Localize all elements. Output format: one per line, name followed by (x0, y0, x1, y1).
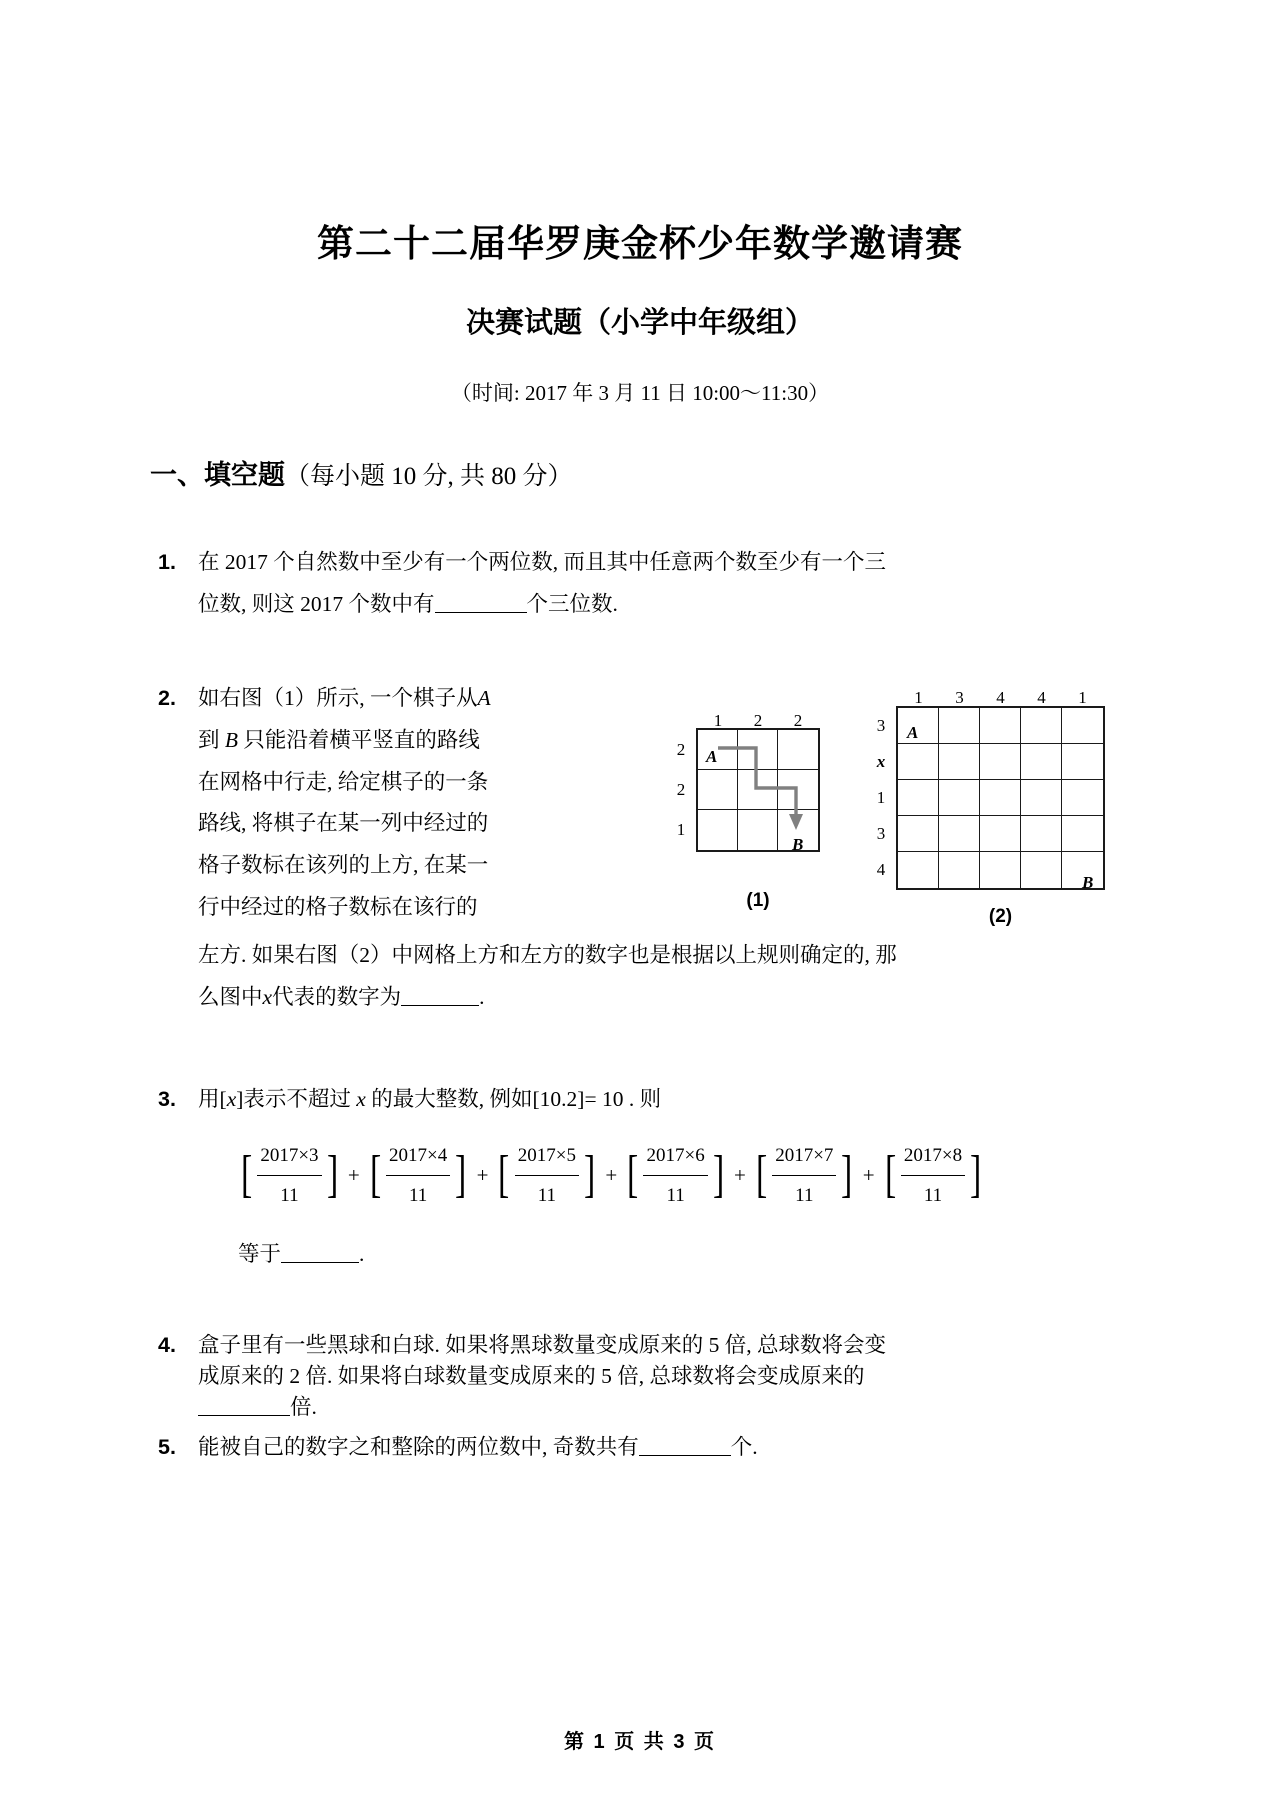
figure-1-row-headers (670, 730, 692, 850)
fig1-label-b: B (792, 834, 804, 854)
question-5-line-1b: 个. (730, 1434, 758, 1459)
answer-blank-q1[interactable] (435, 612, 527, 613)
section-heading (150, 406, 1130, 494)
q2-line-2a: 到 (198, 727, 220, 752)
formula-term-6-numerator: 2017×8 (901, 1137, 965, 1176)
fig1-row-head-0: 2 (676, 740, 686, 760)
fig2-cell-r3c1 (898, 780, 939, 816)
formula-term-3-denominator: 11 (537, 1185, 557, 1207)
q2-line-5: 格子数标在该列的上方, 在某一 (198, 853, 489, 878)
fig2-cell-r2c2 (939, 744, 980, 780)
question-5-number: 5. (158, 1434, 176, 1459)
fig1-col-head-2: 2 (793, 710, 803, 730)
question-4-line-3b: 倍. (290, 1395, 317, 1420)
question-3 (150, 1079, 1130, 1276)
figure-1 (676, 710, 820, 919)
figure-2-grid (896, 706, 1105, 890)
formula-term-3 (495, 1137, 598, 1214)
question-1-line-2b: 个三位数. (526, 591, 618, 616)
fig1-cell-r3c3 (778, 810, 818, 854)
fig1-cell-r1c1 (698, 730, 738, 770)
q2-line-1a: 如右图（1）所示, 一个棋子从 (198, 685, 478, 710)
q3-bracket-close-2: ] (577, 1087, 585, 1112)
page-subtitle: 决赛试题（小学中年级组） (465, 307, 814, 340)
fig2-col-head-4: 1 (1078, 687, 1087, 707)
q3-example-value: 10.2 (539, 1087, 578, 1112)
formula-term-3-bracket-close: ] (584, 1146, 596, 1204)
q3-bracket-open-1: [ (219, 1087, 227, 1112)
question-1-number: 1. (158, 549, 176, 574)
fig1-cell-r3c2 (738, 810, 778, 850)
q2-tail-line-2a: 么图中 (198, 985, 263, 1010)
fig2-cell-r5c4 (1021, 852, 1062, 888)
formula-operator-2: + (476, 1163, 489, 1188)
q3-bracket-close-1: ] (236, 1087, 244, 1112)
formula-term-4-denominator: 11 (666, 1185, 685, 1207)
fig2-cell-r4c3 (980, 816, 1021, 852)
question-1-line-1: 在 2017 个自然数中至少有一个两位数, 而且其中任意两个数至少有一个三 (198, 549, 887, 574)
formula-term-3-numerator: 2017×5 (515, 1137, 579, 1176)
formula-term-5-numerator: 2017×7 (772, 1137, 836, 1176)
formula-term-4-bracket-open: [ (627, 1146, 639, 1204)
fig2-cell-r4c4 (1021, 816, 1062, 852)
formula-term-4-bracket-close: ] (712, 1146, 724, 1204)
q2-tail-line-2c: 代表的数字为 (272, 985, 402, 1010)
formula-operator-5: + (862, 1163, 875, 1188)
figure-2-column-headers (898, 681, 1103, 707)
fig1-row-head-2: 1 (676, 820, 686, 840)
q3-var-x-1: x (226, 1087, 237, 1112)
formula-term-1-numerator: 2017×3 (257, 1137, 321, 1176)
q2-point-a: A (477, 685, 491, 710)
fig2-cell-r4c1 (898, 816, 939, 852)
fig2-cell-r3c3 (980, 780, 1021, 816)
page-title: 第二十二届华罗庚金杯少年数学邀请赛 (317, 223, 963, 264)
q2-line-2c: 只能沿着横平竖直的路线 (243, 727, 480, 752)
formula-term-6 (882, 1137, 985, 1214)
fig2-cell-r3c2 (939, 780, 980, 816)
question-2-text-column (198, 678, 598, 930)
answer-blank-q4[interactable] (198, 1415, 290, 1416)
fig1-cell-r3c1 (698, 810, 738, 850)
formula-term-5-denominator: 11 (795, 1185, 814, 1207)
fig1-cell-r2c3 (778, 770, 818, 810)
q3-tail-a: 等于 (238, 1242, 282, 1267)
formula-term-5 (753, 1137, 856, 1214)
question-3-number: 3. (158, 1087, 176, 1112)
fig2-cell-r3c5 (1062, 780, 1103, 816)
fig2-cell-r1c4 (1021, 708, 1062, 744)
fig1-row-head-1: 2 (676, 780, 686, 800)
page-footer: 第 1 页 共 3 页 (563, 1731, 717, 1753)
fig2-label-a: A (907, 722, 919, 742)
q3-line-1g: = 10 . 则 (584, 1087, 662, 1112)
fig2-row-head-0: 3 (876, 716, 886, 736)
fig2-cell-r2c5 (1062, 744, 1103, 780)
fig2-cell-r2c1 (898, 744, 939, 780)
section-score-note: （每小题 10 分, 共 80 分） (285, 463, 573, 491)
fig2-col-head-1: 3 (955, 687, 964, 707)
question-2-tail (198, 935, 1130, 1019)
figure-1-column-headers (698, 704, 818, 730)
fig1-cell-r2c1 (698, 770, 738, 810)
formula-term-2-denominator: 11 (409, 1185, 428, 1207)
q3-line-1c: 表示不超过 (243, 1087, 351, 1112)
section-label: 一、填空题 (150, 460, 285, 491)
question-5-line-1a: 能被自己的数字之和整除的两位数中, 奇数共有 (198, 1434, 639, 1459)
question-5 (150, 1430, 1130, 1464)
formula-term-2-numerator: 2017×4 (386, 1137, 450, 1176)
question-2 (150, 678, 1130, 1019)
fig2-col-head-3: 4 (1037, 687, 1046, 707)
formula-term-1-denominator: 11 (280, 1185, 299, 1207)
formula-operator-3: + (605, 1163, 618, 1188)
q3-formula (198, 1137, 1130, 1214)
fig2-cell-r1c3 (980, 708, 1021, 744)
fig2-label-b: B (1082, 872, 1094, 892)
formula-term-5-bracket-open: [ (755, 1146, 768, 1204)
question-4-line-1: 盒子里有一些黑球和白球. 如果将黑球数量变成原来的 5 倍, 总球数将会变 (198, 1333, 887, 1358)
fig2-cell-r1c5 (1062, 708, 1103, 744)
formula-term-6-denominator: 11 (923, 1185, 943, 1207)
fig2-cell-r4c2 (939, 816, 980, 852)
fig1-cell-r1c3 (778, 730, 818, 770)
q2-point-b: B (224, 727, 239, 752)
q2-tail-line-2d: . (479, 985, 485, 1010)
exam-time-line: （时间: 2017 年 3 月 11 日 10:00～11:30） (450, 381, 830, 406)
question-2-figures (674, 684, 1144, 927)
fig1-cell-r1c2 (738, 730, 778, 770)
question-1-line-2a: 位数, 则这 2017 个数中有 (198, 591, 435, 616)
fig2-cell-r2c3 (980, 744, 1021, 780)
q3-line-1e: 的最大整数, 例如 (371, 1087, 533, 1112)
formula-term-6-bracket-close: ] (970, 1146, 982, 1204)
fig1-label-a: A (706, 746, 718, 766)
formula-term-1-bracket-close: ] (326, 1146, 338, 1204)
answer-blank-q5[interactable] (639, 1455, 731, 1456)
fig2-cell-r2c4 (1021, 744, 1062, 780)
fig2-row-head-4: 4 (876, 860, 886, 880)
fig1-cell-r2c2 (738, 770, 778, 810)
figure-2-row-headers (870, 708, 892, 888)
question-4-line-2: 成原来的 2 倍. 如果将白球数量变成原来的 5 倍, 总球数将会变成原来的 (198, 1364, 865, 1389)
formula-term-6-bracket-open: [ (884, 1146, 896, 1204)
fig2-col-head-2: 4 (996, 687, 1005, 707)
question-3-tail (198, 1234, 1130, 1276)
figure-1-caption: (1) (746, 889, 770, 911)
figure-2-caption: (2) (988, 905, 1013, 927)
formula-operator-4: + (734, 1163, 746, 1188)
formula-operator-1: + (347, 1163, 360, 1188)
fig2-cell-r1c1 (898, 708, 939, 744)
answer-blank-q2[interactable] (401, 1005, 479, 1006)
fig1-col-head-0: 1 (713, 710, 723, 730)
fig2-cell-r5c1 (898, 852, 939, 888)
fig2-cell-r1c2 (939, 708, 980, 744)
formula-term-4-numerator: 2017×6 (643, 1137, 707, 1176)
formula-term-2-bracket-close: ] (455, 1146, 467, 1204)
formula-term-2 (367, 1137, 470, 1214)
fig2-row-head-2: 1 (876, 788, 886, 808)
fig2-cell-r3c4 (1021, 780, 1062, 816)
formula-term-1 (238, 1137, 341, 1214)
figure-2 (876, 687, 1105, 935)
fig1-col-head-1: 2 (753, 710, 763, 730)
q2-line-4: 路线, 将棋子在某一列中经过的 (198, 811, 489, 836)
question-2-number: 2. (158, 685, 176, 710)
formula-term-2-bracket-open: [ (369, 1146, 382, 1204)
question-4 (150, 1330, 1130, 1424)
fig2-cell-r4c5 (1062, 816, 1103, 852)
formula-term-5-bracket-close: ] (841, 1146, 853, 1204)
q2-line-6: 行中经过的格子数标在该行的 (198, 895, 478, 920)
fig2-row-head-1: x (876, 752, 886, 772)
q3-bracket-open-2: [ (532, 1087, 540, 1112)
formula-term-1-bracket-open: [ (241, 1146, 253, 1204)
fig2-cell-r5c5 (1062, 852, 1103, 892)
fig2-cell-r5c2 (939, 852, 980, 888)
q2-line-3: 在网格中行走, 给定棋子的一条 (198, 769, 489, 794)
q3-line-1a: 用 (198, 1087, 220, 1112)
answer-blank-q3[interactable] (281, 1262, 359, 1263)
formula-term-3-bracket-open: [ (498, 1146, 510, 1204)
figure-1-grid (696, 728, 820, 852)
q3-tail-b: . (359, 1242, 365, 1267)
formula-term-4 (624, 1137, 727, 1214)
fig2-col-head-0: 1 (914, 687, 923, 707)
fig2-cell-r5c3 (980, 852, 1021, 888)
fig2-row-head-3: 3 (876, 824, 886, 844)
question-4-number: 4. (158, 1333, 176, 1358)
question-1 (150, 542, 1130, 626)
q2-tail-line-1: 左方. 如果右图（2）中网格上方和左方的数字也是根据以上规则确定的, 那 (198, 943, 897, 968)
q3-var-x-2: x (356, 1087, 366, 1112)
q2-variable-x: x (262, 985, 273, 1010)
